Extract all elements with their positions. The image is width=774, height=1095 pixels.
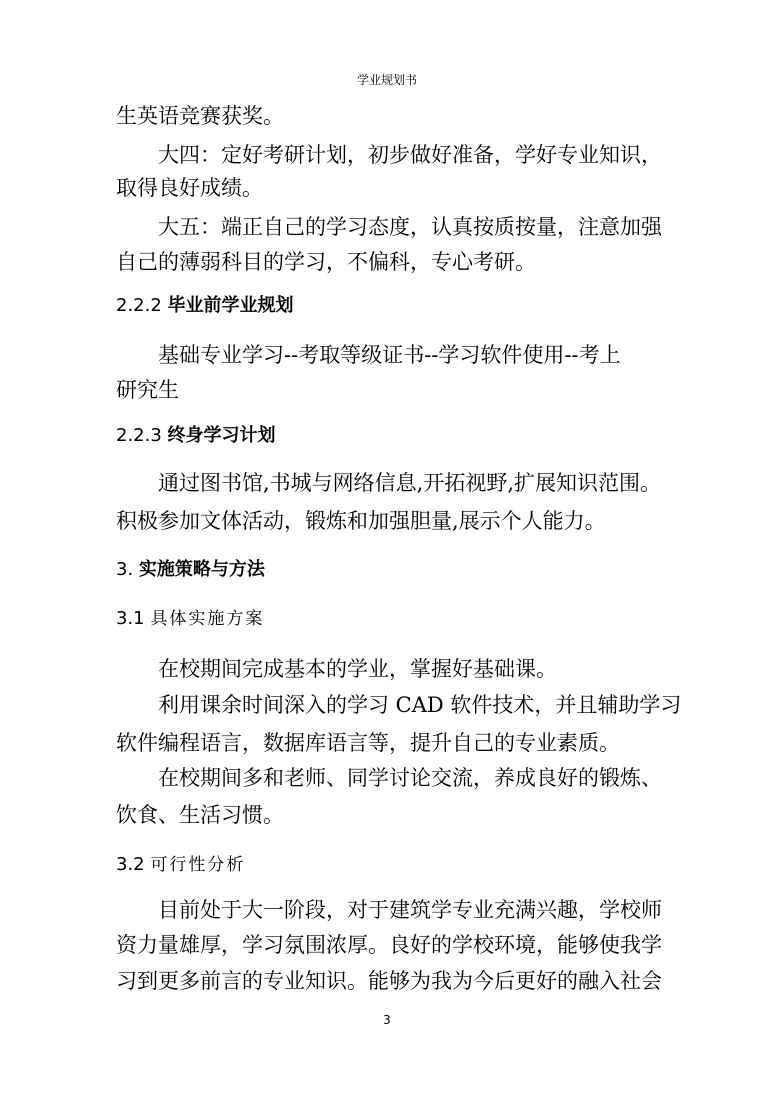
section-heading-2-2-2	[116, 292, 294, 320]
body-line: 通过图书馆,书城与网络信息,开拓视野,扩展知识范围。	[158, 471, 662, 495]
page-number: 3	[383, 1013, 391, 1027]
section-heading-3	[116, 556, 265, 584]
body-line: 生英语竞赛获奖。	[116, 104, 284, 128]
section-number: 2.2.2	[116, 295, 162, 316]
body-line: 目前处于大一阶段，对于建筑学专业充满兴趣，学校师	[158, 898, 662, 922]
section-number: 3.2	[116, 854, 145, 875]
body-line: 积极参加文体活动，锻炼和加强胆量,展示个人能力。	[116, 509, 606, 533]
section-title: 具体实施方案	[150, 609, 265, 629]
body-line: 利用课余时间深入的学习 CAD 软件技术，并且辅助学习	[158, 693, 682, 717]
body-line: 习到更多前言的专业知识。能够为我为今后更好的融入社会	[116, 969, 662, 993]
body-line: 软件编程语言，数据库语言等，提升自己的专业素质。	[116, 731, 620, 755]
body-line: 基础专业学习--考取等级证书--学习软件使用--考上	[158, 343, 621, 367]
body-line: 大四：定好考研计划，初步做好准备，学好专业知识，	[158, 143, 662, 167]
section-heading-3-2	[116, 851, 245, 879]
section-number: 2.2.3	[116, 425, 162, 446]
body-line: 大五：端正自己的学习态度，认真按质按量，注意加强	[158, 215, 662, 239]
section-heading-3-1	[116, 605, 264, 633]
section-title: 毕业前学业规划	[167, 295, 294, 316]
section-title: 终身学习计划	[167, 425, 276, 446]
section-number: 3.	[116, 559, 134, 580]
body-line: 饮食、生活习惯。	[116, 803, 284, 827]
body-line: 资力量雄厚，学习氛围浓厚。良好的学校环境，能够使我学	[116, 933, 662, 957]
body-line: 研究生	[116, 378, 179, 402]
body-line: 在校期间多和老师、同学讨论交流，养成良好的锻炼、	[158, 766, 662, 790]
section-heading-2-2-3	[116, 422, 276, 450]
section-title: 可行性分析	[150, 855, 246, 875]
body-line: 取得良好成绩。	[116, 176, 263, 200]
section-title: 实施策略与方法	[138, 559, 265, 580]
body-line: 在校期间完成基本的学业，掌握好基础课。	[158, 657, 557, 681]
body-line: 自己的薄弱科目的学习，不偏科，专心考研。	[116, 250, 536, 274]
page-header: 学业规划书	[356, 73, 417, 87]
section-number: 3.1	[116, 608, 145, 629]
